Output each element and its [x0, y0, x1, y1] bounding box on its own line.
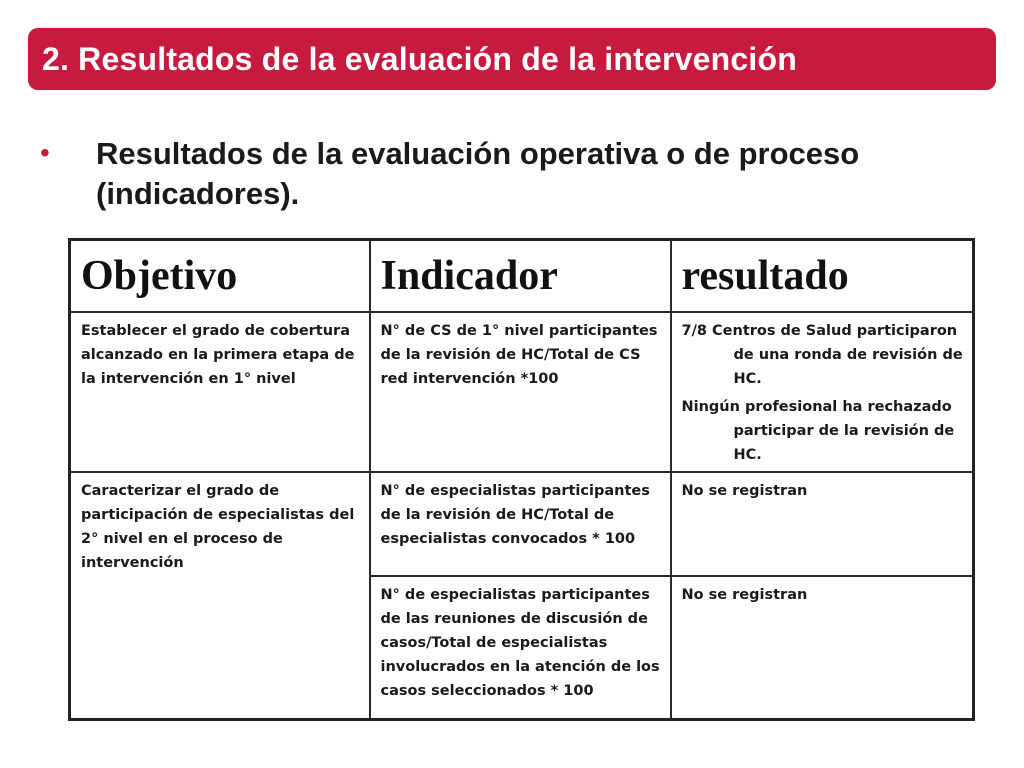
objetivo-cell: Establecer el grado de cobertura alcanzado en la primera etapa de la intervención en 1° nivel: [70, 312, 370, 472]
resultado-line: 7/8 Centros de Salud participaron de una ronda de revisión de HC.: [681, 322, 963, 387]
objetivo-cell: Caracterizar el grado de participación de especialistas del 2° nivel en el proceso de intervención: [70, 472, 370, 720]
bullet-marker: •: [40, 137, 50, 168]
resultado-cell: No se registran: [671, 472, 974, 576]
table-header-row: [70, 240, 974, 312]
resultado-cell: [671, 312, 974, 472]
indicador-cell: N° de CS de 1° nivel participantes de la revisión de HC/Total de CS red intervención *100: [370, 312, 671, 472]
results-table: [68, 238, 975, 721]
header-resultado: resultado: [671, 240, 974, 312]
resultado-line: Ningún profesional ha rechazado participar de la revisión de HC.: [681, 398, 955, 463]
table-row: [70, 312, 974, 472]
header-objetivo: Objetivo: [70, 240, 370, 312]
section-subtitle: Resultados de la evaluación operativa o de proceso (indicadores).: [96, 136, 860, 211]
title-banner: [28, 28, 996, 90]
resultado-cell: No se registran: [671, 576, 974, 720]
header-indicador: Indicador: [370, 240, 671, 312]
page-title: 2. Resultados de la evaluación de la intervención: [42, 40, 797, 77]
table-row: [70, 472, 974, 576]
indicador-cell: N° de especialistas participantes de las reuniones de discusión de casos/Total de especialistas involucrados en la atención de los casos seleccionados * 100: [370, 576, 671, 720]
indicador-cell: N° de especialistas participantes de la revisión de HC/Total de especialistas convocados * 100: [370, 472, 671, 576]
